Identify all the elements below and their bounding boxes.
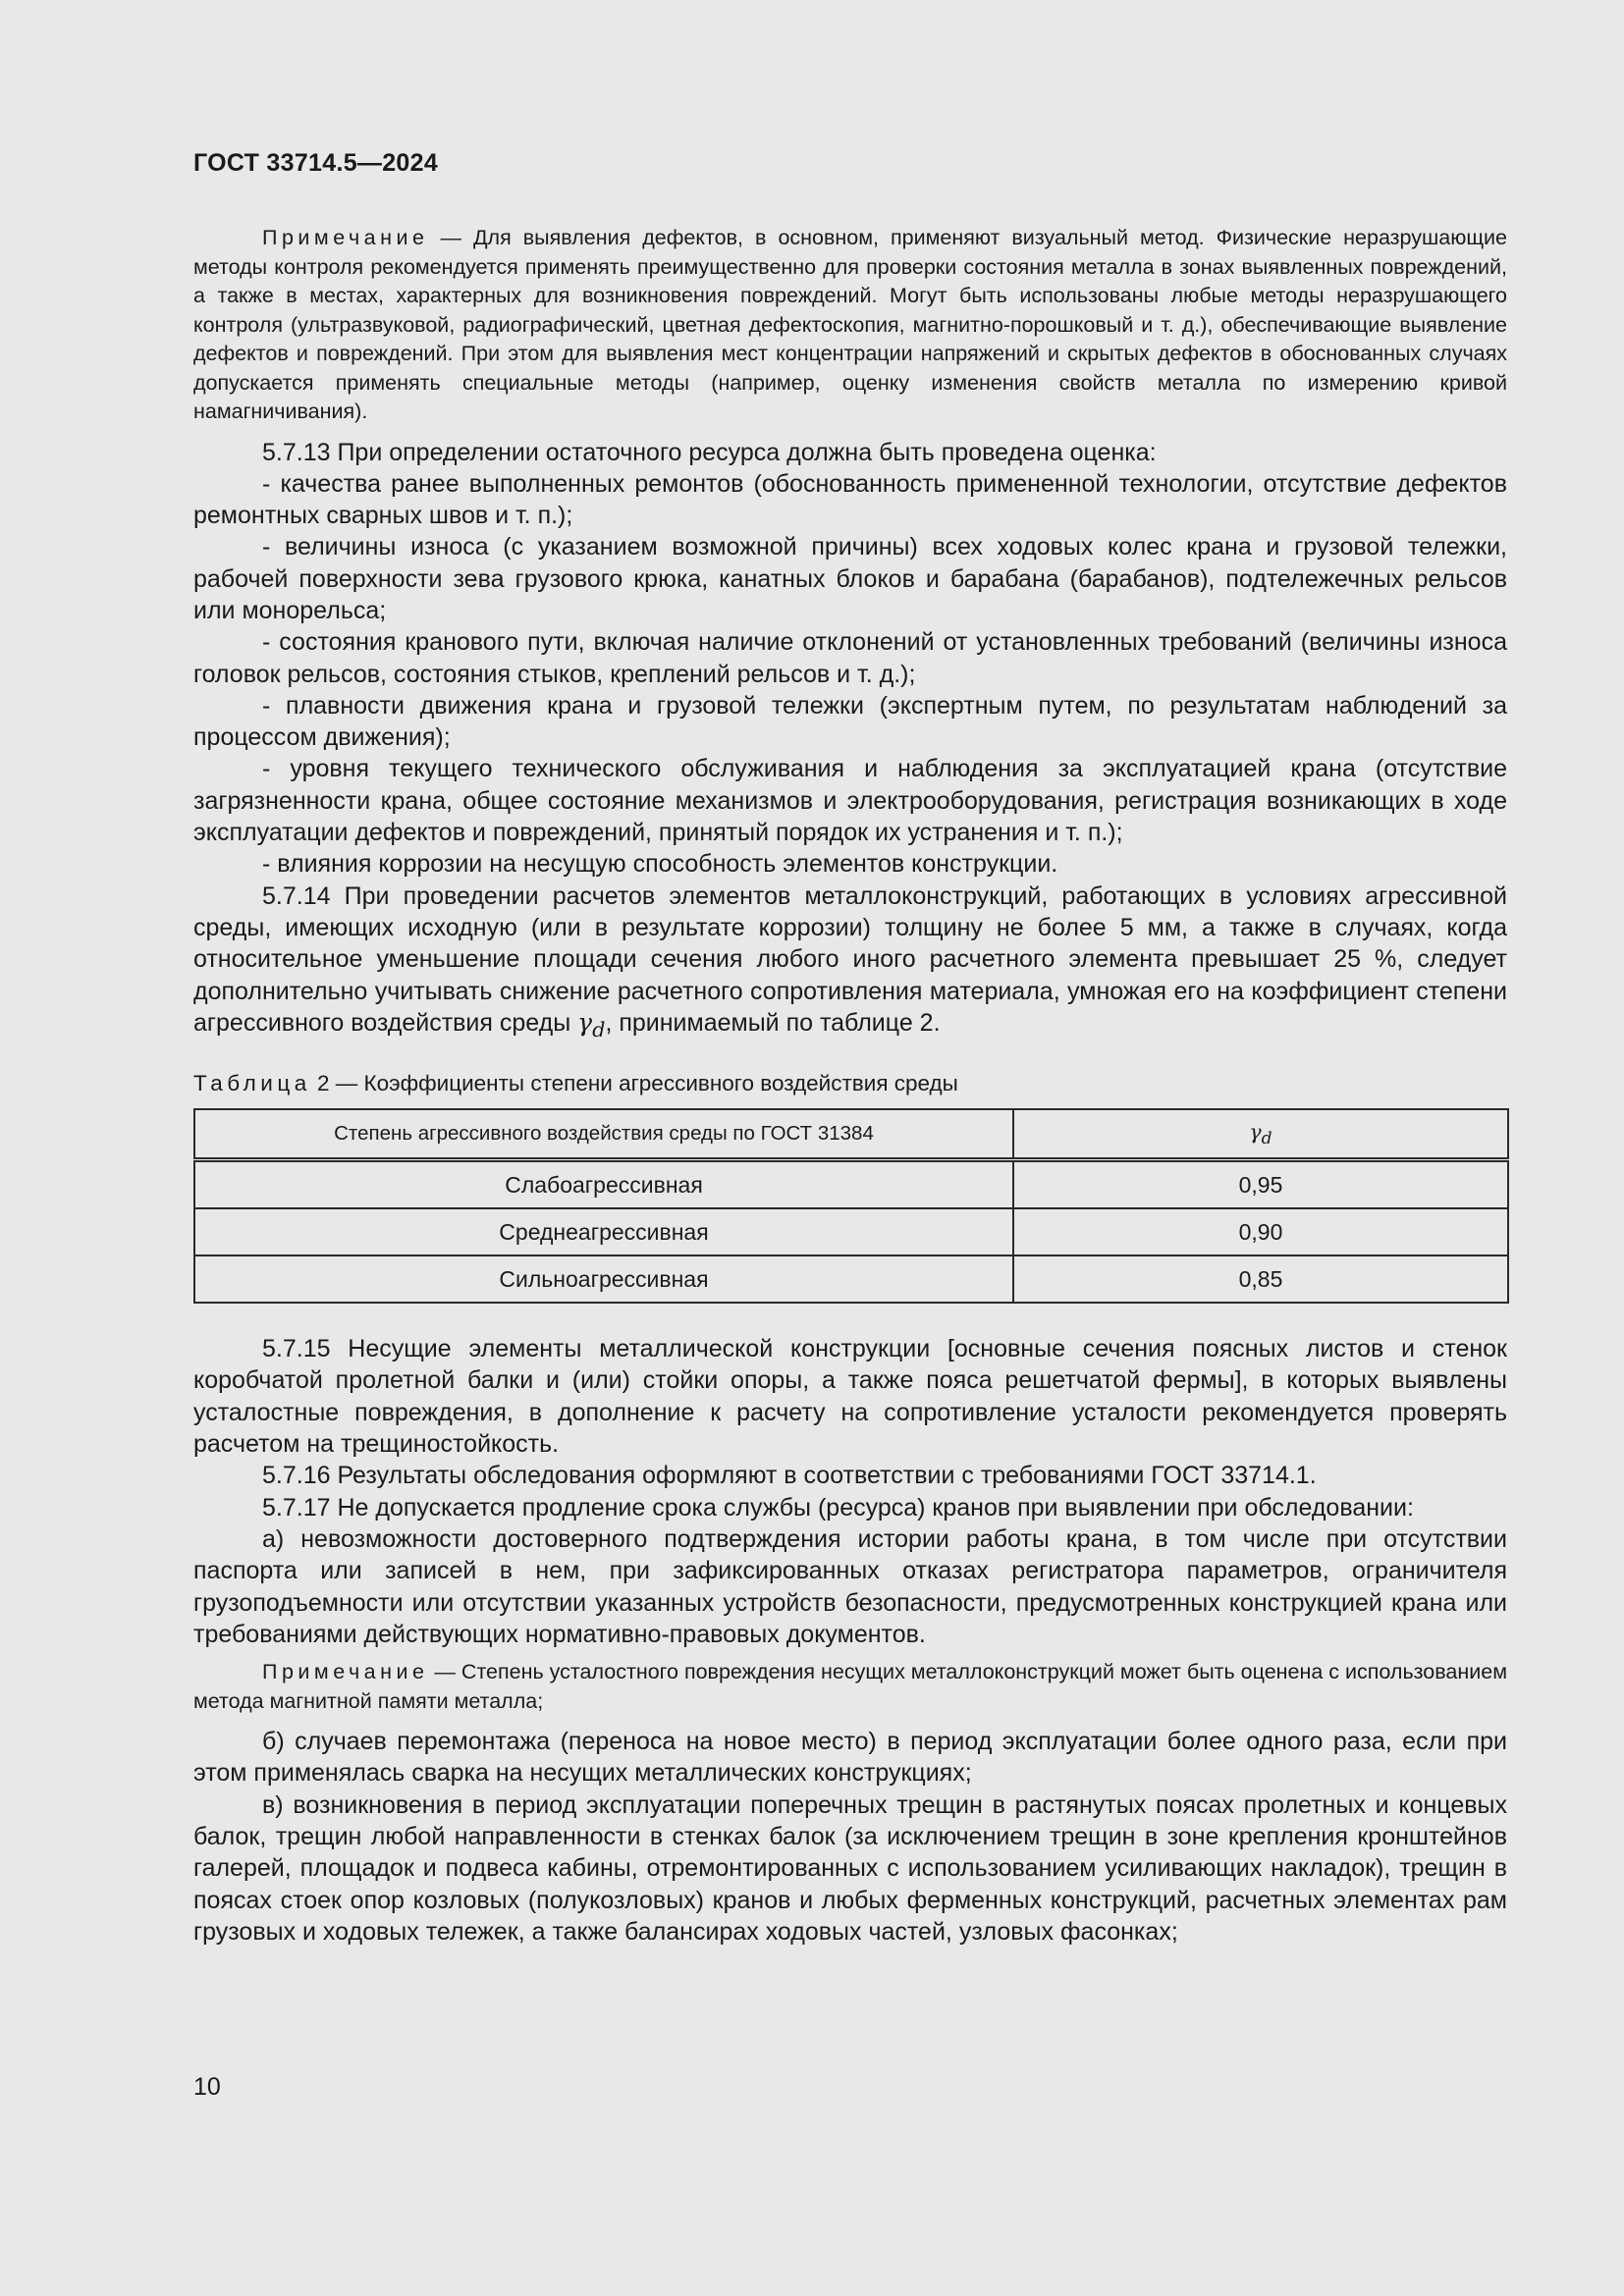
table-cell-value: 0,85 <box>1013 1255 1508 1303</box>
table-row <box>194 1255 1508 1303</box>
note-label: Примечание <box>262 226 429 249</box>
section-5-7-13-intro: 5.7.13 При определении остаточного ресурса должна быть проведена оценка: <box>262 438 1157 466</box>
list-item: - уровня текущего технического обслуживания и наблюдения за эксплуатацией крана (отсутствие загрязненности крана, общее состояние механизмов и электрооборудования, регистрация возникающих в ходе эксплуатации дефектов и повреждений, принятый порядок их устранения и т. п.); <box>193 755 1507 847</box>
note-paragraph-1 <box>193 224 1507 427</box>
list-item-v: в) возникновения в период эксплуатации поперечных трещин в растянутых поясах пролетных и концевых балок, трещин любой направленности в стенках балок (за исключением трещин в зоне крепления кронштейнов галерей, площадок и подвеса кабины, отремонтированных с использованием усиливающих накладок), трещин в поясах стоек опор козловых (полукозловых) кранов и любых ферменных конструкций, расчетных элементах рам грузовых и ходовых тележек, а также балансирах ходовых частей, узловых фасонках; <box>193 1790 1507 1946</box>
list-item-a: а) невозможности достоверного подтверждения истории работы крана, в том числе при отсутствии паспорта или записей в нем, при зафиксированных отказах регистратора параметров, ограничителя грузоподъемности или отсутствии указанных устройств безопасности, предусмотренных конструкцией крана или требованиями действующих нормативно-правовых документов. <box>193 1524 1507 1648</box>
section-5-7-14-tail: , принимаемый по таблице 2. <box>605 1008 941 1037</box>
table-cell-value: 0,95 <box>1013 1160 1508 1209</box>
table-row <box>194 1160 1508 1209</box>
page-number: 10 <box>193 2073 221 2101</box>
gamma-symbol: γ <box>577 1007 593 1037</box>
coefficients-table <box>193 1108 1509 1304</box>
table-cell-degree: Слабоагрессивная <box>194 1160 1013 1209</box>
list-item: - величины износа (с указанием возможной причины) всех ходовых колес крана и грузовой тележки, рабочей поверхности зева грузового крюка, канатных блоков и барабана (барабанов), подтележечных рельсов или монорельса; <box>193 533 1507 624</box>
note-paragraph-2 <box>193 1658 1507 1716</box>
table-header-gamma <box>1013 1109 1508 1160</box>
table-cell-value: 0,90 <box>1013 1208 1508 1255</box>
list-item: - влияния коррозии на несущую способность элементов конструкции. <box>262 850 1058 879</box>
table-header-degree: Степень агрессивного воздействия среды по ГОСТ 31384 <box>194 1109 1013 1160</box>
note-text: — Степень усталостного повреждения несущих металлоконструкций может быть оценена с использованием метода магнитной памяти металла; <box>193 1660 1507 1713</box>
section-5-7-15: 5.7.15 Несущие элементы металлической конструкции [основные сечения поясных листов и стенок коробчатой пролетной балки и (или) стойки опоры, а также пояса решетчатой фермы], в которых выявлены усталостные повреждения, в дополнение к расчету на сопротивление усталости рекомендуется проверять расчетом на трещиностойкость. <box>193 1335 1507 1459</box>
list-item-b: б) случаев перемонтажа (переноса на новое место) в период эксплуатации более одного раза, если при этом применялась сварка на несущих металлических конструкциях; <box>193 1728 1507 1788</box>
gamma-subscript: d <box>1261 1128 1272 1148</box>
table-header-row <box>194 1109 1508 1160</box>
list-item: - состояния кранового пути, включая наличие отклонений от установленных требований (величины износа головок рельсов, состояния стыков, креплений рельсов и т. д.); <box>193 628 1507 688</box>
section-5-7-17-intro: 5.7.17 Не допускается продление срока службы (ресурса) кранов при выявлении при обследовании: <box>262 1493 1414 1522</box>
document-header: ГОСТ 33714.5—2024 <box>193 149 439 177</box>
list-item: - плавности движения крана и грузовой тележки (экспертным путем, по результатам наблюдений за процессом движения); <box>193 691 1507 752</box>
table-caption <box>193 1068 1507 1099</box>
note-text: — Для выявления дефектов, в основном, применяют визуальный метод. Физические неразрушающие методы контроля рекомендуется применять преимущественно для проверки состояния металла в зонах выявленных повреждений, а также в местах, характерных для возникновения повреждений. Могут быть использованы любые методы неразрушающего контроля (ультразвуковой, радиографический, цветная дефектоскопия, магнитно-порошковый и т. д.), обеспечивающие выявление дефектов и повреждений. При этом для выявления мест концентрации напряжений и скрытых дефектов в обоснованных случаях допускается применять специальные методы (например, оценку изменения свойств металла по измерению кривой намагничивания). <box>193 226 1507 423</box>
table-row <box>194 1208 1508 1255</box>
table-cell-degree: Сильноагрессивная <box>194 1255 1013 1303</box>
table-cell-degree: Среднеагрессивная <box>194 1208 1013 1255</box>
section-5-7-14 <box>193 881 1507 1046</box>
table-caption-text: 2 — Коэффициенты степени агрессивного воздействия среды <box>310 1071 958 1096</box>
gamma-subscript: d <box>592 1017 606 1041</box>
gamma-symbol: γ <box>1249 1119 1262 1144</box>
document-body <box>193 224 1507 1948</box>
table-caption-label: Таблица <box>193 1071 311 1096</box>
section-5-7-16: 5.7.16 Результаты обследования оформляют в соответствии с требованиями ГОСТ 33714.1. <box>262 1462 1317 1490</box>
note-label: Примечание <box>262 1660 429 1684</box>
list-item: - качества ранее выполненных ремонтов (обоснованность примененной технологии, отсутствие дефектов ремонтных сварных швов и т. п.); <box>193 469 1507 530</box>
section-5-7-14-text: 5.7.14 При проведении расчетов элементов металлоконструкций, работающих в условиях агрессивной среды, имеющих исходную (или в результате коррозии) толщину не более 5 мм, а также в случаях, когда относительное уменьшение площади сечения любого иного расчетного элемента превышает 25 %, следует дополнительно учитывать снижение расчетного сопротивления материала, умножая его на коэффициент степени агрессивного воздействия среды <box>193 881 1507 1037</box>
